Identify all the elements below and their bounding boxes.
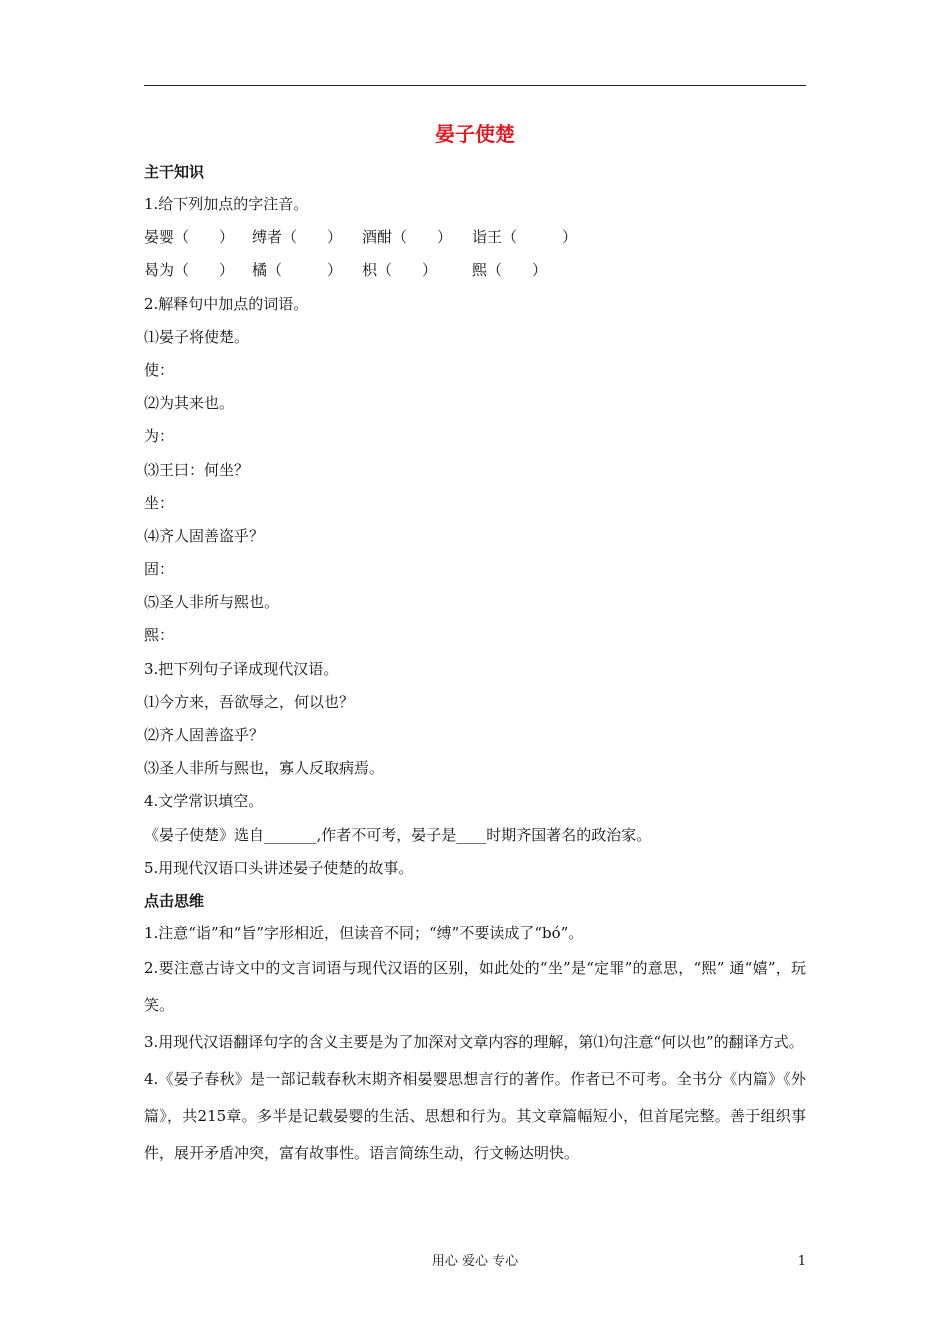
tip-paragraph: 1.注意“诣”和“旨”字形相近，但读音不同；“缚”不要读成了“bó”。	[144, 923, 584, 942]
pinyin-row-2	[144, 254, 806, 287]
section-heading-thinking: 点击思维	[144, 891, 205, 910]
page-number: 1	[797, 1254, 806, 1269]
q3-sentence: ⑵齐人固善盗乎？	[144, 726, 265, 744]
question-2-prompt: 2.解释句中加点的词语。	[144, 294, 309, 313]
q2-sentence: ⑴晏子将使楚。	[144, 327, 250, 346]
q2-answer: 坐：	[144, 493, 175, 512]
page-footer	[0, 1252, 950, 1272]
tip-paragraph: 4.《晏子春秋》是一部记载春秋末期齐相晏婴思想言行的著作。作者已不可考。全书分《内篇》《外篇》，共215章。多半是记载晏婴的生活、思想和行为。其文章篇幅短小，但首尾完整。善于组织事件，展开矛盾冲突，富有故事性。语言简练生动，行文畅达明快。	[144, 1070, 806, 1163]
page-title: 晏子使楚	[435, 122, 515, 146]
header-rule	[144, 85, 806, 86]
q2-sentence: ⑸圣人非所与熙也。	[144, 593, 280, 612]
question-5-prompt: 5.用现代汉语口头讲述晏子使楚的故事。	[144, 858, 414, 877]
pinyin-item: 晏婴（ ）	[144, 228, 235, 247]
document-page	[144, 118, 806, 1172]
pinyin-item: 橘（ ）	[252, 261, 343, 280]
q2-answer: 使：	[144, 360, 175, 379]
pinyin-row-1	[144, 221, 806, 254]
section-heading-main-knowledge: 主干知识	[144, 163, 205, 181]
q2-sentence: ⑵为其来也。	[144, 394, 235, 413]
question-1-prompt: 1.给下列加点的字注音。	[144, 195, 309, 213]
tip-paragraph: 2.要注意古诗文中的文言词语与现代汉语的区别，如此处的“坐”是“定罪”的意思，“熙” 通“嬉”，玩笑。	[144, 959, 806, 1015]
q2-answer: 为：	[144, 427, 175, 446]
q2-sentence: ⑶王曰：何坐？	[144, 460, 250, 479]
pinyin-item: 枳（ ）	[362, 261, 438, 280]
q2-answer: 熙：	[144, 626, 175, 645]
q4-fill-blank: 《晏子使楚》选自_______,作者不可考，晏子是____时期齐国著名的政治家。	[144, 825, 652, 844]
pinyin-item: 熙（ ）	[472, 261, 548, 280]
pinyin-item: 酒酣（ ）	[362, 228, 453, 247]
pinyin-item: 曷为（ ）	[144, 261, 235, 280]
footer-motto: 用心 爱心 专心	[431, 1254, 519, 1269]
q2-sentence: ⑷齐人固善盗乎？	[144, 526, 265, 545]
question-4-prompt: 4.文学常识填空。	[144, 792, 264, 811]
pinyin-item: 诣王（ ）	[472, 228, 578, 247]
q3-sentence: ⑴今方来，吾欲辱之，何以也？	[144, 692, 355, 711]
question-3-prompt: 3.把下列句子译成现代汉语。	[144, 659, 339, 678]
q2-answer: 固：	[144, 560, 175, 579]
q3-sentence: ⑶圣人非所与熙也，寡人反取病焉。	[144, 759, 385, 778]
pinyin-item: 缚者（ ）	[252, 228, 343, 247]
tip-paragraph: 3.用现代汉语翻译句字的含义主要是为了加深对文章内容的理解，第⑴句注意“何以也”的翻译方式。	[144, 1033, 804, 1052]
